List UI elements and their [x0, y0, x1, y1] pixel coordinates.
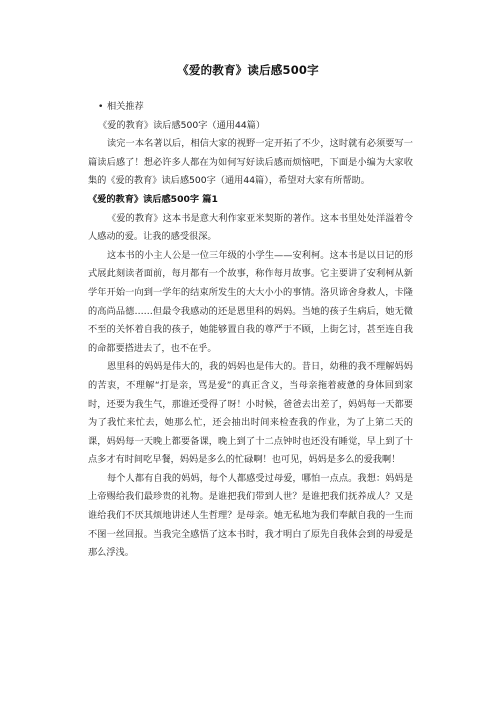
body-paragraph: 每个人都有自我的妈妈，每个人都感受过母爱，哪怕一点点。我想：妈妈是上帝赐给我们最珍贵的礼物。是谁把我们带到人世？是谁把我们抚养成人？又是谁给我们不厌其烦地讲述人生哲理？是母亲。她无私地为我们奉献自我的一生而不图一丝回报。当我完全感悟了这本书时，我才明白了原先自我体会到的母爱是那么浮浅。: [88, 472, 413, 559]
body-paragraph: 恩里科的妈妈是伟大的，我的妈妈也是伟大的。昔日，幼稚的我不理解妈妈的苦衷，不理解“打是亲，骂是爱”的真正含义，当母亲拖着疲惫的身体回到家时，还要为我生气，那谁还受得了呀！小时候，爸爸去出差了，妈妈每一天都要为了我忙来忙去，她那么忙，还会抽出时间来检查我的作业，为了上第二天的课，妈妈每一天晚上都要备课，晚上到了十二点钟时也还没有睡觉，早上到了十点多才有时间吃早餐，妈妈是多么的忙碌啊！也可见，妈妈是多么的爱我啊！: [88, 361, 413, 466]
related-link[interactable]: [98, 117, 413, 136]
related-header: 相关推荐: [107, 101, 144, 112]
bullet-icon: •: [98, 101, 104, 112]
intro-paragraph: 读完一本名著以后，相信大家的视野一定开拓了不少，这时就有必须要写一篇读后感了！想必许多人都在为如何写好读后感而烦恼吧，下面是小编为大家收集的《爱的教育》读后感500字（通用44篇），希望对大家有所帮助。: [88, 138, 413, 187]
related-section: [98, 98, 413, 117]
article-body: [88, 98, 413, 563]
section-heading: 《爱的教育》读后感500字 篇1: [88, 193, 218, 205]
body-paragraph: 《爱的教育》这本书是意大利作家亚米契斯的著作。这本书里处处洋溢着令人感动的爱。让我的感受很深。: [88, 212, 413, 243]
related-link-label: 《爱的教育》读后感500字（通用44篇）: [98, 119, 266, 131]
body-paragraph: 这本书的小主人公是一位三年级的小学生——安利柯。这本书是以日记的形式展此刻读者面前，每月都有一个故事，称作每月故事。它主要讲了安利柯从新学年开始一向到一学年的结束所发生的大大小小的事情。洛贝谛舍身救人，卡隆的高尚品德……但最令我感动的还是恩里科的妈妈。当她的孩子生病后，她无微不至的关怀着自我的孩子，她能够置自我的尊严于不顾，上街乞讨，甚至连自我的命都要搭进去了，也不在乎。: [88, 249, 413, 354]
page-title: 《爱的教育》读后感500字: [177, 63, 319, 77]
